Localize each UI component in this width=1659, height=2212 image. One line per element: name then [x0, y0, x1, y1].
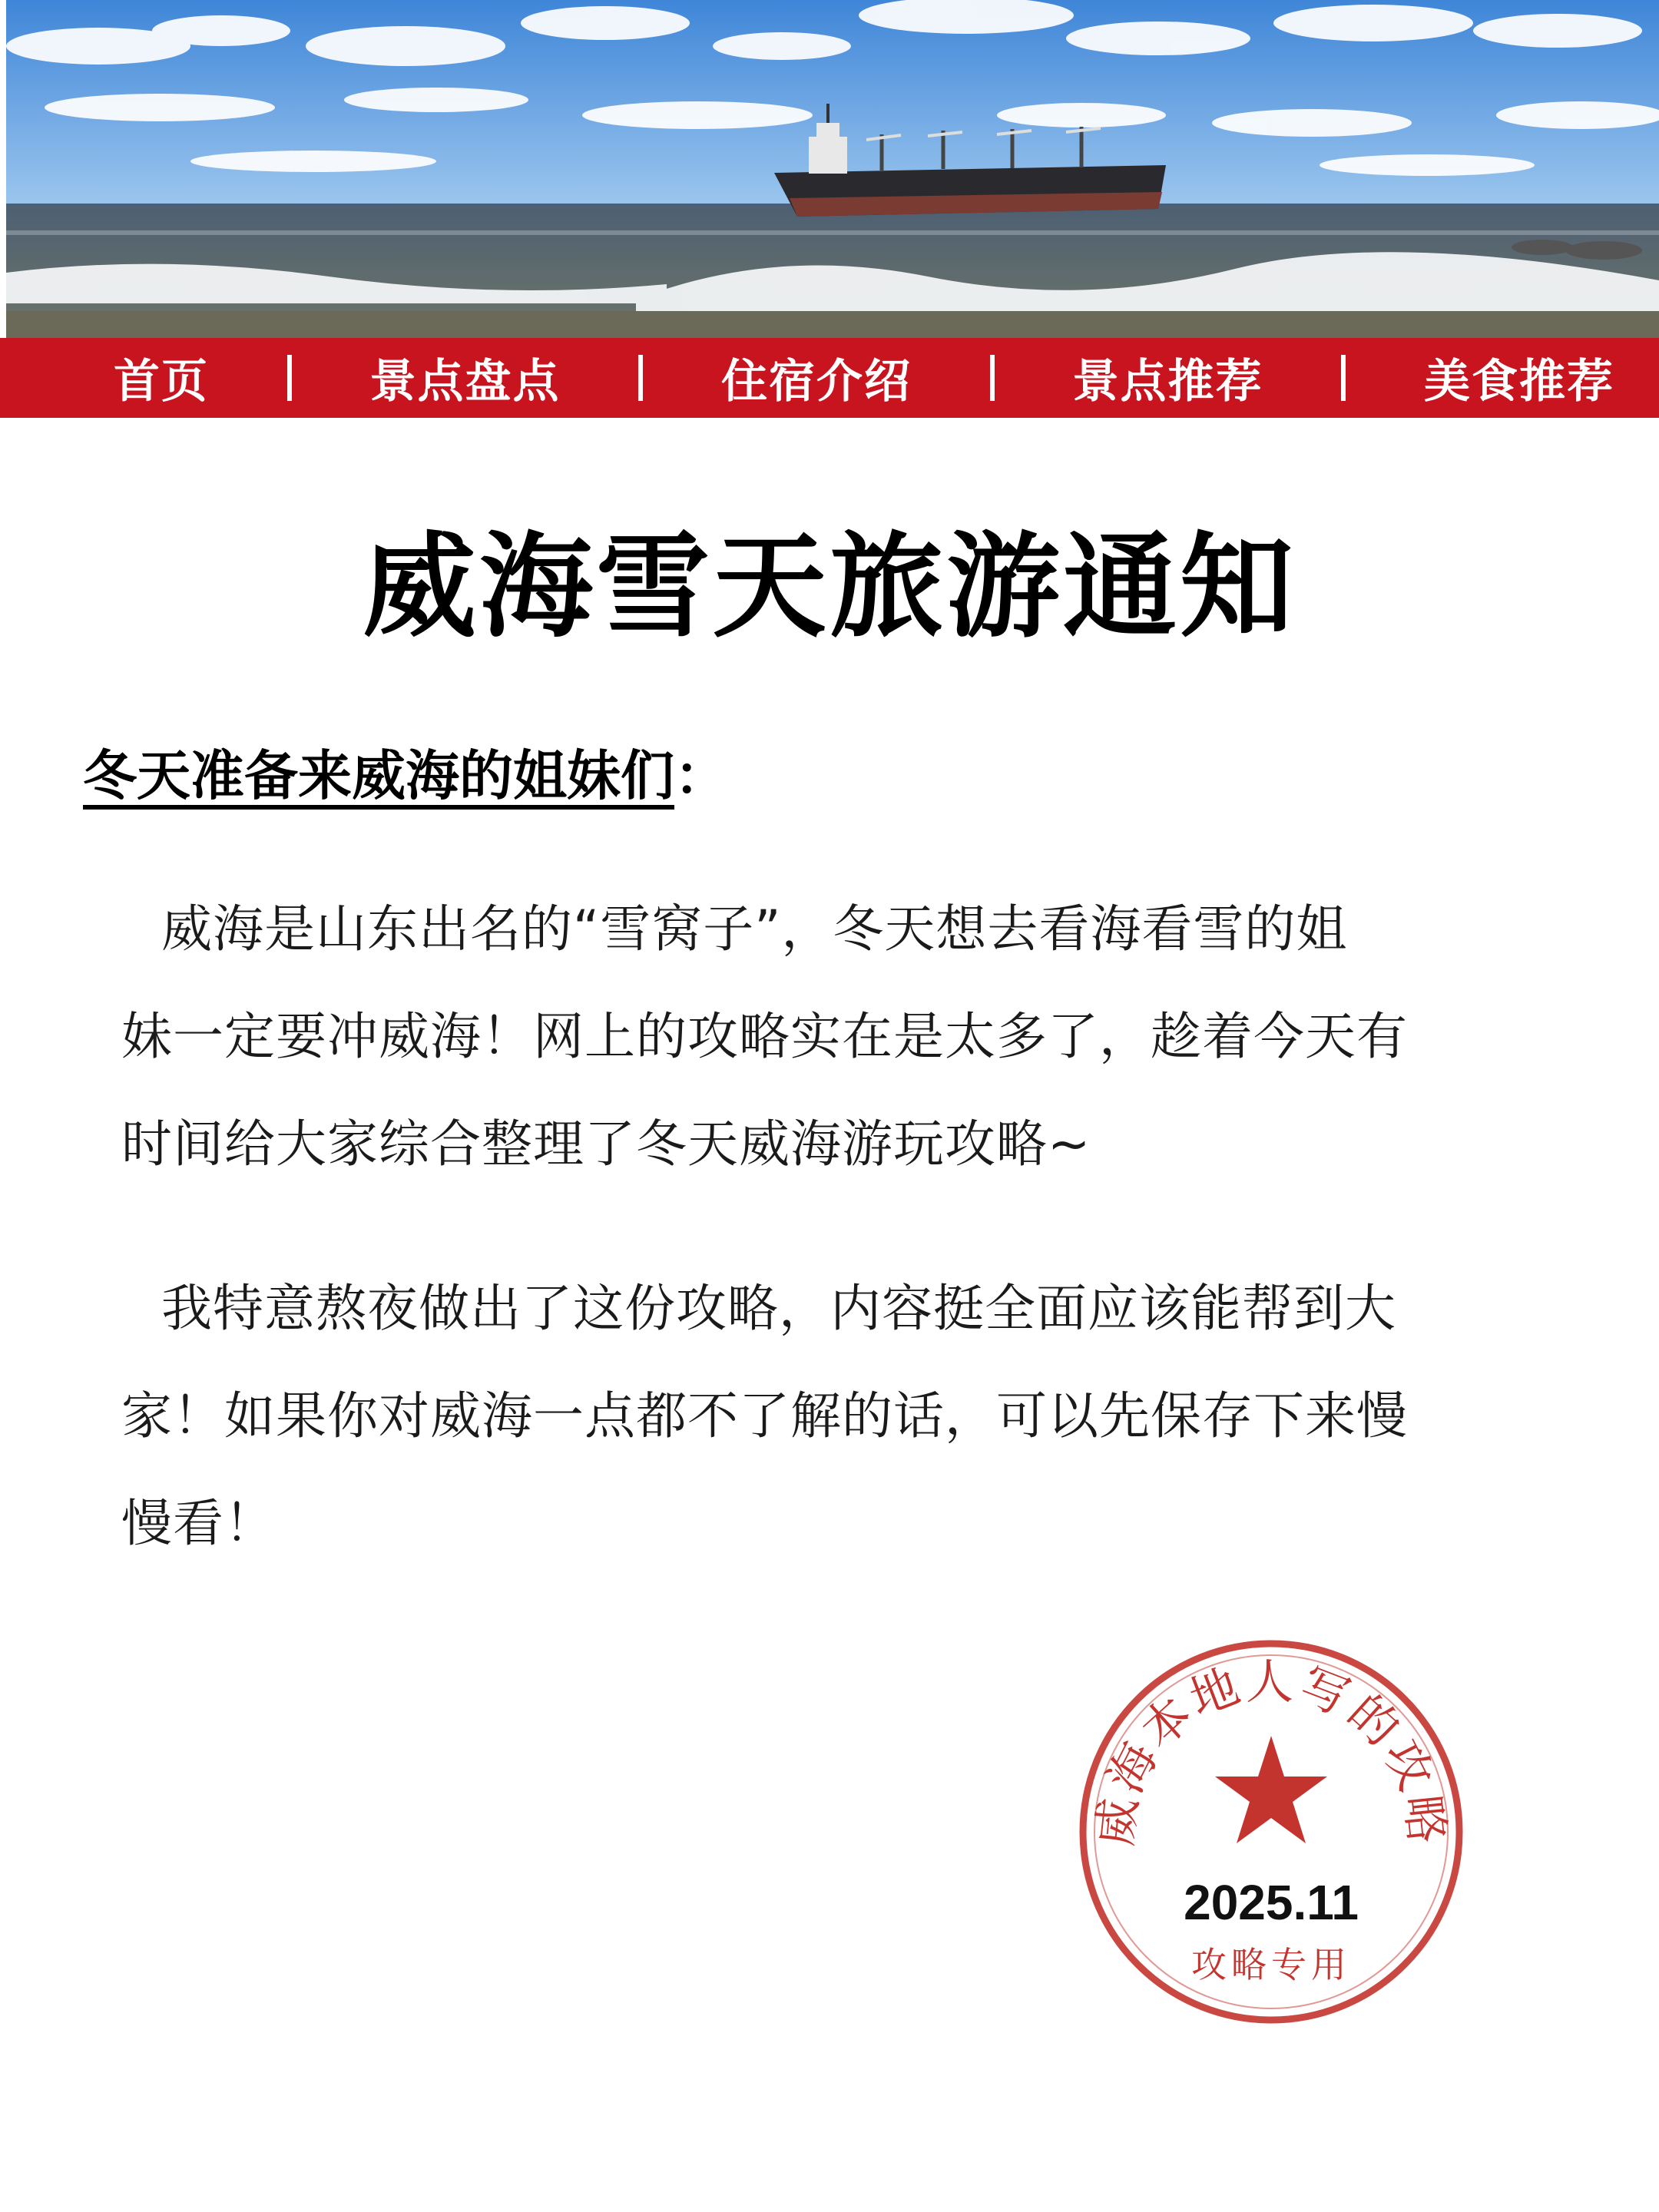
nav-separator	[1341, 355, 1346, 401]
paragraph-line: 家！如果你对威海一点都不了解的话，可以先保存下来慢	[121, 1386, 1408, 1445]
paragraph-line: 威海是山东出名的“雪窝子”，冬天想去看海看雪的姐	[161, 899, 1348, 959]
seascape-ship-icon	[6, 0, 1659, 338]
nav-item-home[interactable]: 首页	[114, 355, 209, 409]
nav-separator	[638, 355, 643, 401]
page-title: 威海雪天旅游通知	[363, 521, 1296, 653]
seal-ring-text: 威海本地人写的攻略	[1086, 1653, 1456, 1849]
hero-photo	[0, 0, 1659, 338]
greeting-text: 冬天准备来威海的姐妹们	[83, 744, 674, 807]
greeting-heading	[83, 744, 728, 807]
nav-separator	[287, 355, 292, 401]
seal-date: 2025.11	[1184, 1875, 1359, 1930]
nav-item-accommodation[interactable]: 住宿介绍	[721, 355, 912, 409]
nav-item-attractions-recommend[interactable]: 景点推荐	[1072, 355, 1263, 409]
paragraph-intro	[121, 876, 1565, 1198]
paragraph-line: 我特意熬夜做出了这份攻略，内容挺全面应该能帮到大	[161, 1279, 1396, 1338]
top-navigation	[0, 338, 1659, 418]
greeting-colon: ：	[674, 744, 728, 807]
nav-separator	[990, 355, 995, 401]
nav-item-food[interactable]: 美食推荐	[1424, 355, 1614, 409]
paragraph-save-tip	[121, 1255, 1565, 1578]
paragraph-line: 时间给大家综合整理了冬天威海游玩攻略~	[121, 1114, 1091, 1174]
paragraph-line: 慢看！	[121, 1494, 276, 1553]
nav-item-attractions-roundup[interactable]: 景点盘点	[369, 355, 561, 409]
star-icon	[1215, 1736, 1327, 1843]
seal-subtitle: 攻略专用	[1191, 1944, 1351, 1985]
guide-seal-stamp	[1068, 1628, 1475, 2035]
paragraph-line: 妹一定要冲威海！网上的攻略实在是太多了，趁着今天有	[121, 1007, 1408, 1066]
